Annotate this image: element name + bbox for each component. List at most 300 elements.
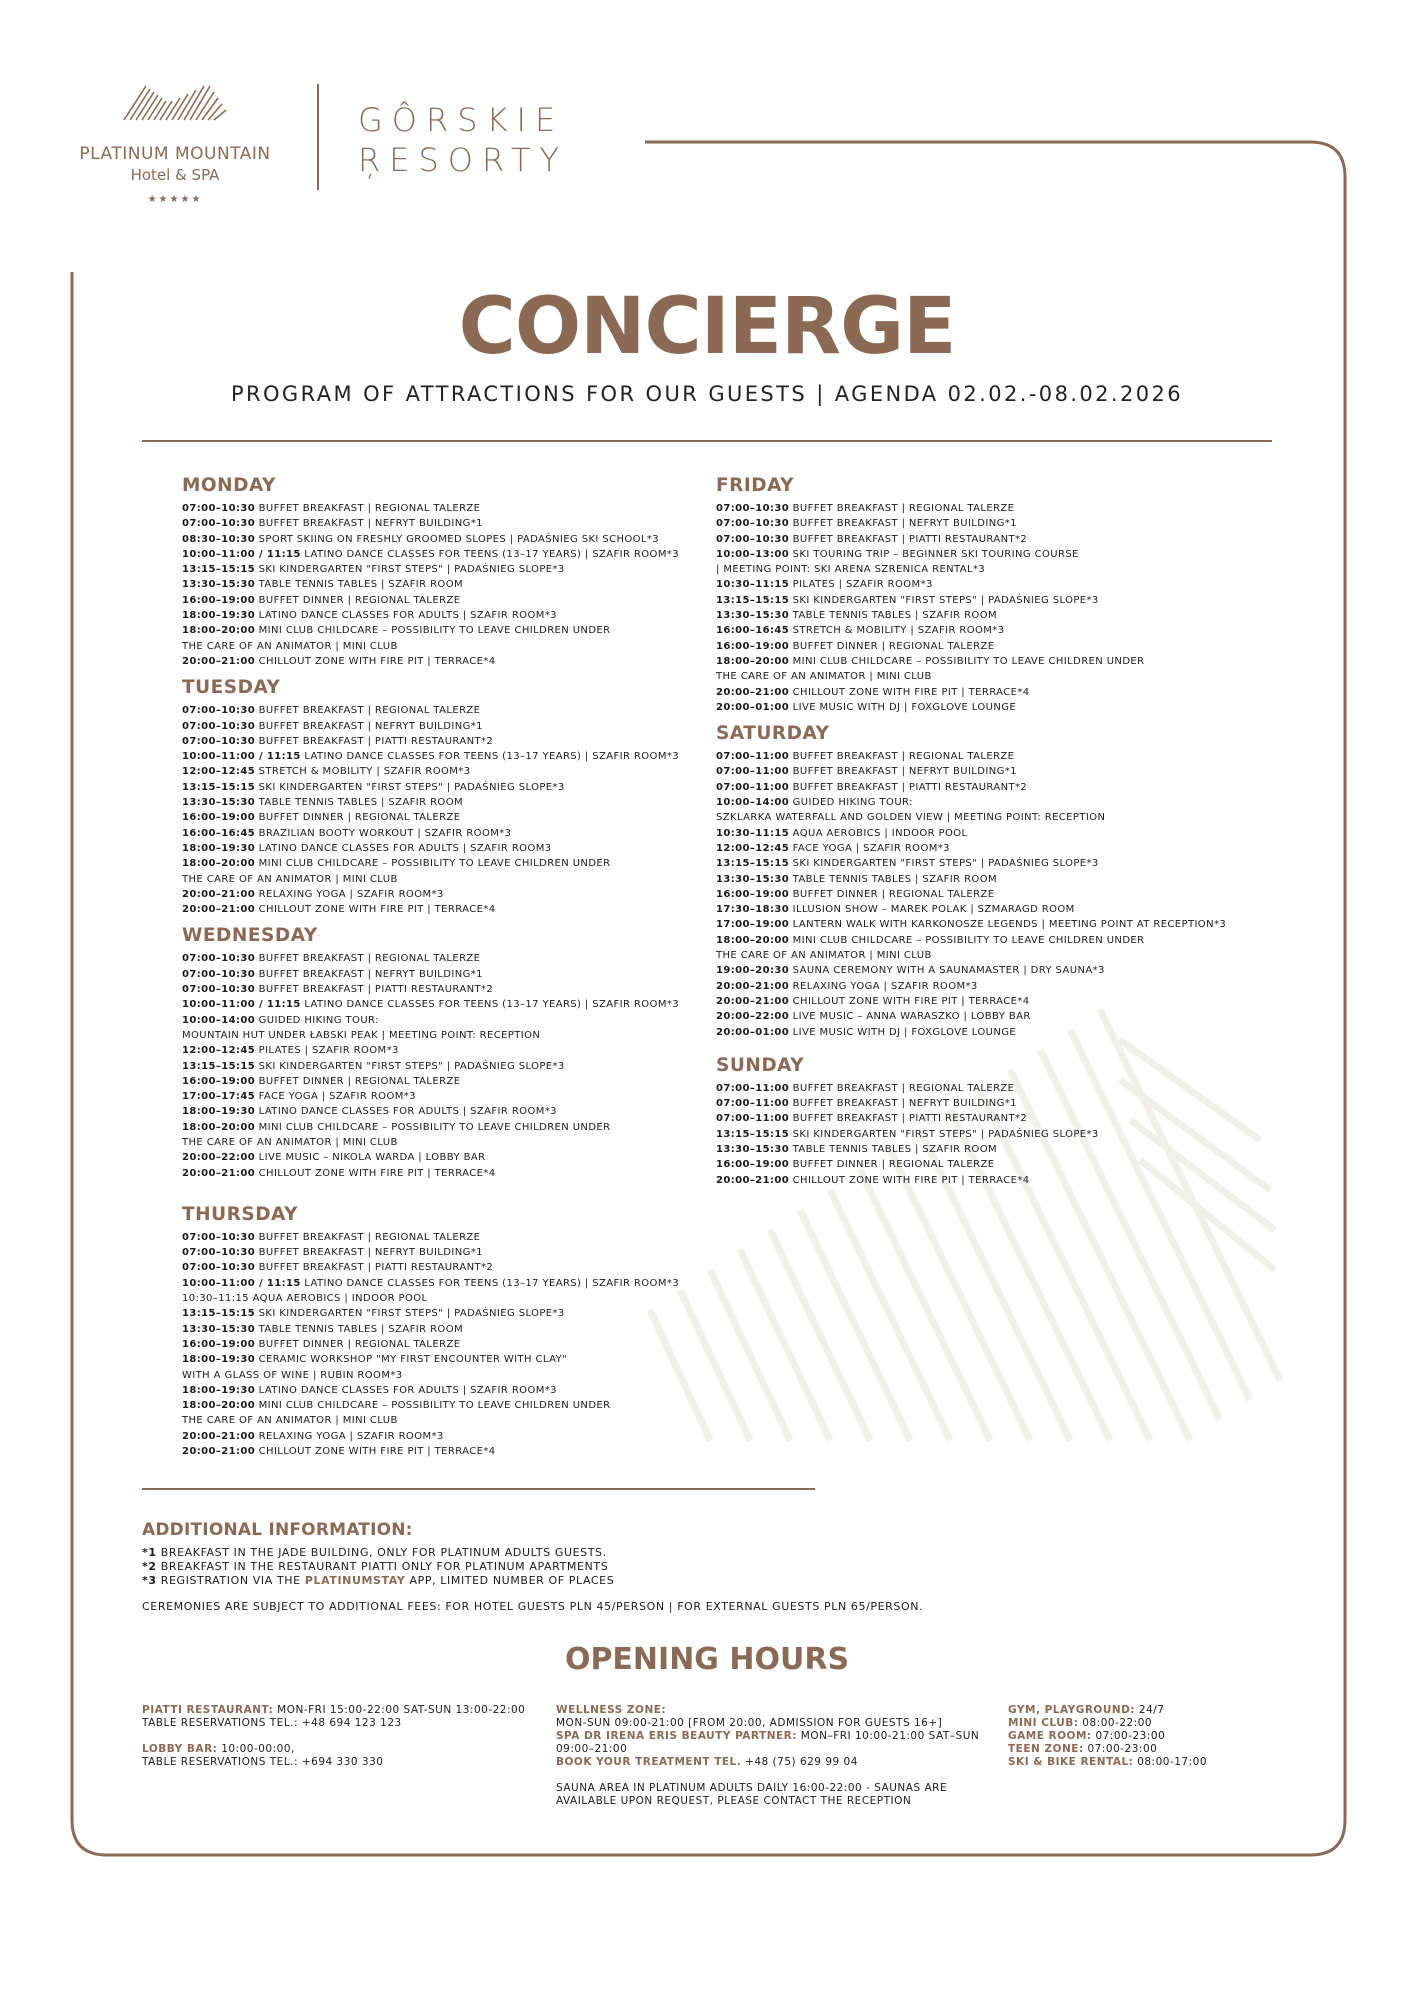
day-heading: WEDNESDAY — [182, 925, 318, 947]
spa-hours-weekend: 09:00–21:00 — [556, 1743, 628, 1755]
entry-text: LATINO DANCE CLASSES FOR ADULTS | SZAFIR ROOM3 — [255, 842, 552, 854]
entry-time: 20:00–22:00 — [716, 1011, 790, 1023]
entry-time: 13:30–15:30 — [182, 579, 256, 591]
entry-text: CHILLOUT ZONE WITH FIRE PIT | TERRACE*4 — [789, 995, 1030, 1007]
entry-time: 07:00–10:30 — [182, 518, 256, 530]
note-text: BREAKFAST IN THE RESTAURANT PIATTI ONLY FOR PLATINUM APARTMENTS — [156, 1560, 609, 1573]
schedule-entry — [182, 608, 802, 623]
note-1 — [142, 1546, 614, 1560]
entry-text: PILATES | SZAFIR ROOM*3 — [255, 1045, 399, 1057]
entry-time: 10:00–11:00 / 11:15 — [182, 548, 301, 560]
entry-time: 18:00–19:30 — [182, 1354, 256, 1366]
day-heading: SUNDAY — [716, 1054, 805, 1076]
schedule-entry — [716, 1111, 1336, 1126]
schedule-entry — [182, 1306, 802, 1321]
day-entries — [716, 501, 1336, 715]
entry-text: CHILLOUT ZONE WITH FIRE PIT | TERRACE*4 — [255, 655, 496, 667]
entry-text: ILLUSION SHOW – MAREK POLAK | SZMARAGD ROOM — [789, 904, 1075, 916]
entry-time: 19:00–20:30 — [716, 965, 790, 977]
schedule-entry — [182, 1043, 802, 1058]
schedule-entry — [716, 1096, 1336, 1111]
entry-text: BRAZILIAN BOOTY WORKOUT | SZAFIR ROOM*3 — [255, 827, 512, 839]
entry-text: BUFFET BREAKFAST | NEFRYT BUILDING*1 — [789, 518, 1017, 530]
schedule-entry — [182, 1104, 802, 1119]
entry-time: 20:00–01:00 — [716, 701, 790, 713]
entry-text: LATINO DANCE CLASSES FOR ADULTS | SZAFIR ROOM*3 — [255, 610, 557, 622]
entry-text: THE CARE OF AN ANIMATOR | MINI CLUB — [182, 1136, 398, 1148]
entry-time: 20:00–21:00 — [716, 686, 790, 698]
entry-text: BUFFET DINNER | REGIONAL TALERZE — [255, 1075, 461, 1087]
label: GAME ROOM: — [1008, 1730, 1092, 1742]
schedule-entry — [716, 933, 1336, 948]
entry-text: BUFFET BREAKFAST | NEFRYT BUILDING*1 — [255, 720, 483, 732]
schedule-entry — [716, 917, 1336, 932]
entry-text: LIVE MUSIC WITH DJ | FOXGLOVE LOUNGE — [789, 1026, 1017, 1038]
game-room-hours — [1008, 1730, 1207, 1743]
entry-text: PILATES | SZAFIR ROOM*3 — [789, 579, 933, 591]
entry-time: 07:00–10:30 — [182, 503, 256, 514]
entry-text: BUFFET BREAKFAST | PIATTI RESTAURANT*2 — [789, 781, 1028, 793]
mountain-logo-icon — [124, 86, 226, 120]
entry-text: CHILLOUT ZONE WITH FIRE PIT | TERRACE*4 — [789, 1174, 1030, 1186]
entry-text: TABLE TENNIS TABLES | SZAFIR ROOM — [255, 797, 463, 809]
schedule-entry — [716, 994, 1336, 1009]
schedule-entry — [182, 1352, 802, 1367]
schedule-entry — [182, 856, 802, 871]
hotel-logo — [60, 138, 290, 205]
entry-time: 07:00–11:00 — [716, 1098, 790, 1110]
entry-time: 16:00–16:45 — [716, 625, 790, 637]
schedule-entry — [716, 810, 1336, 825]
entry-text: THE CARE OF AN ANIMATOR | MINI CLUB — [182, 1415, 398, 1427]
app-name: PLATINUMSTAY — [304, 1574, 406, 1587]
schedule-entry — [182, 1135, 802, 1150]
schedule-entry — [716, 780, 1336, 795]
entry-text: SKI KINDERGARTEN "FIRST STEPS" | PADAŚNIEG SLOPE*3 — [255, 1060, 565, 1072]
entry-time: 20:00–21:00 — [182, 1430, 256, 1442]
schedule-entry — [182, 1322, 802, 1337]
schedule-entry — [716, 685, 1336, 700]
entry-text: WITH A GLASS OF WINE | RUBIN ROOM*3 — [182, 1369, 403, 1381]
schedule-entry — [182, 1383, 802, 1398]
note-text: BREAKFAST IN THE JADE BUILDING, ONLY FOR PLATINUM ADULTS GUESTS. — [156, 1546, 607, 1559]
entry-text: SKI KINDERGARTEN "FIRST STEPS" | PADAŚNIEG SLOPE*3 — [255, 1308, 565, 1320]
day-entries — [182, 1230, 802, 1459]
entry-time: 13:30–15:30 — [716, 610, 790, 622]
entry-text: TABLE TENNIS TABLES | SZAFIR ROOM — [255, 579, 463, 591]
schedule-entry — [182, 1120, 802, 1135]
schedule-entry — [716, 1025, 1336, 1040]
entry-time: 13:30–15:30 — [182, 797, 256, 809]
note-mark: *2 — [142, 1560, 157, 1573]
entry-text: MINI CLUB CHILDCARE – POSSIBILITY TO LEAVE CHILDREN UNDER — [789, 655, 1145, 667]
entry-time: 07:00–10:30 — [182, 705, 256, 717]
schedule-entry — [716, 577, 1336, 592]
value: MON-FRI 15:00-22:00 SAT-SUN 13:00-22:00 — [273, 1704, 526, 1716]
schedule-entry — [182, 719, 802, 734]
entry-text: BUFFET BREAKFAST | PIATTI RESTAURANT*2 — [789, 1113, 1028, 1125]
page-title: CONCIERGE — [458, 282, 956, 372]
brand-line-2: ŖESORTY — [358, 141, 568, 179]
schedule-entry — [182, 1368, 802, 1383]
schedule-entry — [182, 967, 802, 982]
label: SKI & BIKE RENTAL: — [1008, 1756, 1134, 1768]
entry-text: BUFFET DINNER | REGIONAL TALERZE — [255, 1338, 461, 1350]
schedule-entry — [182, 1413, 802, 1428]
entry-text: SKI TOURING TRIP – BEGINNER SKI TOURING COURSE — [789, 548, 1079, 560]
label: SPA DR IRENA ERIS BEAUTY PARTNER: — [556, 1730, 797, 1742]
schedule-entry — [182, 623, 802, 638]
schedule-entry — [182, 1398, 802, 1413]
entry-time: 20:00–21:00 — [716, 995, 790, 1007]
piatti-tel: TABLE RESERVATIONS TEL.: +48 694 123 123 — [142, 1717, 402, 1729]
hotel-stars: ★★★★★ — [147, 194, 203, 205]
opening-hours-title: OPENING HOURS — [564, 1642, 850, 1677]
entry-text: SKI KINDERGARTEN "FIRST STEPS" | PADAŚNIEG SLOPE*3 — [789, 594, 1099, 606]
book-treatment — [556, 1756, 979, 1769]
entry-text: CHILLOUT ZONE WITH FIRE PIT | TERRACE*4 — [789, 686, 1030, 698]
schedule-entry — [716, 948, 1336, 963]
entry-time: 16:00–16:45 — [182, 827, 256, 839]
day-heading: MONDAY — [182, 475, 276, 496]
entry-text: TABLE TENNIS TABLES | SZAFIR ROOM — [789, 1143, 997, 1155]
entry-text: SPORT SKIING ON FRESHLY GROOMED SLOPES | PADAŚNIEG SKI SCHOOL*3 — [255, 533, 660, 545]
value: 07:00-23:00 — [1083, 1743, 1158, 1755]
value: 07:00-23:00 — [1091, 1730, 1166, 1742]
entry-time: 18:00–20:00 — [182, 625, 256, 637]
wellness-hours: MON-SUN 09:00-21:00 [FROM 20:00, ADMISSION FOR GUESTS 16+] — [556, 1717, 943, 1729]
entry-text: BUFFET BREAKFAST | PIATTI RESTAURANT*2 — [255, 735, 494, 747]
lobby-tel: TABLE RESERVATIONS TEL.: +694 330 330 — [142, 1756, 384, 1768]
schedule-entry — [182, 562, 802, 577]
entry-time: 16:00–19:00 — [182, 594, 256, 606]
day-heading: SATURDAY — [716, 723, 830, 745]
entry-time: 13:30–15:30 — [182, 1323, 256, 1335]
spacer — [142, 1730, 525, 1743]
piatti-hours — [142, 1704, 525, 1717]
brand-logo — [358, 100, 568, 180]
entry-text: LATINO DANCE CLASSES FOR ADULTS | SZAFIR ROOM*3 — [255, 1106, 557, 1118]
entry-text: TABLE TENNIS TABLES | SZAFIR ROOM — [789, 610, 997, 622]
entry-text: GUIDED HIKING TOUR: — [255, 1014, 379, 1026]
ski-rental-hours — [1008, 1756, 1207, 1769]
schedule-entry — [716, 700, 1336, 715]
entry-text: MINI CLUB CHILDCARE – POSSIBILITY TO LEAVE CHILDREN UNDER — [255, 1121, 611, 1133]
entry-time: 07:00–10:30 — [182, 735, 256, 747]
entry-time: 18:00–19:30 — [182, 1106, 256, 1118]
schedule-entry — [716, 1127, 1336, 1142]
schedule-entry — [716, 826, 1336, 841]
note-3 — [142, 1574, 614, 1588]
brand-line-1: GÔRSKIE — [358, 101, 565, 139]
entry-time: 12:00–12:45 — [182, 1045, 256, 1057]
schedule-entry — [182, 501, 802, 516]
entry-text: BUFFET DINNER | REGIONAL TALERZE — [255, 812, 461, 824]
note-text: REGISTRATION VIA THE — [156, 1574, 305, 1587]
entry-text: RELAXING YOGA | SZAFIR ROOM*3 — [789, 980, 978, 992]
day-saturday — [716, 722, 1336, 1040]
schedule-entry — [182, 749, 802, 764]
schedule-entry — [182, 532, 802, 547]
schedule-entry — [182, 887, 802, 902]
entry-time: 18:00–19:30 — [182, 610, 256, 622]
entry-time: 10:00–14:00 — [716, 797, 790, 809]
entry-text: BUFFET BREAKFAST | NEFRYT BUILDING*1 — [255, 968, 483, 980]
entry-text: BUFFET BREAKFAST | REGIONAL TALERZE — [255, 503, 481, 514]
entry-time: 10:00–11:00 / 11:15 — [182, 751, 301, 763]
entry-text: CHILLOUT ZONE WITH FIRE PIT | TERRACE*4 — [255, 1167, 496, 1179]
schedule-entry — [716, 1157, 1336, 1172]
entry-text: LATINO DANCE CLASSES FOR TEENS (13–17 YEARS) | SZAFIR ROOM*3 — [300, 999, 680, 1011]
entry-time: 07:00–11:00 — [716, 1113, 790, 1125]
day-heading: FRIDAY — [716, 475, 795, 496]
label: TEEN ZONE: — [1008, 1743, 1084, 1755]
lobby-hours — [142, 1743, 525, 1756]
opening-hours-col-3 — [1008, 1704, 1207, 1769]
entry-time: 10:00–13:00 — [716, 548, 790, 560]
day-entries — [716, 1081, 1336, 1188]
schedule-entry — [716, 795, 1336, 810]
label: MINI CLUB: — [1008, 1717, 1079, 1729]
entry-time: 16:00–19:00 — [182, 1075, 256, 1087]
schedule-entry — [182, 577, 802, 592]
entry-text: MINI CLUB CHILDCARE – POSSIBILITY TO LEAVE CHILDREN UNDER — [789, 934, 1145, 946]
schedule-entry — [182, 593, 802, 608]
entry-text: BUFFET BREAKFAST | PIATTI RESTAURANT*2 — [789, 533, 1028, 545]
label: BOOK YOUR TREATMENT TEL. — [556, 1756, 742, 1768]
schedule-entry — [182, 516, 802, 531]
schedule-entry — [716, 764, 1336, 779]
sauna-note-2: AVAILABLE UPON REQUEST, PLEASE CONTACT THE RECEPTION — [556, 1795, 912, 1807]
entry-time: 16:00–19:00 — [182, 1338, 256, 1350]
entry-text: FACE YOGA | SZAFIR ROOM*3 — [789, 842, 950, 854]
entry-time: 20:00–21:00 — [716, 1174, 790, 1186]
entry-text: MINI CLUB CHILDCARE – POSSIBILITY TO LEAVE CHILDREN UNDER — [255, 858, 611, 870]
entry-text: BUFFET BREAKFAST | NEFRYT BUILDING*1 — [789, 766, 1017, 778]
entry-text: GUIDED HIKING TOUR: — [789, 797, 913, 809]
entry-time: 10:30–11:15 — [716, 827, 790, 839]
entry-text: STRETCH & MOBILITY | SZAFIR ROOM*3 — [255, 766, 471, 778]
entry-time: 18:00–20:00 — [182, 1400, 256, 1412]
entry-text: TABLE TENNIS TABLES | SZAFIR ROOM — [789, 873, 997, 885]
schedule-left-column — [182, 474, 802, 1466]
entry-text: SKI KINDERGARTEN "FIRST STEPS" | PADAŚNIEG SLOPE*3 — [789, 1128, 1099, 1140]
entry-text: STRETCH & MOBILITY | SZAFIR ROOM*3 — [789, 625, 1005, 637]
entry-text: BUFFET DINNER | REGIONAL TALERZE — [789, 640, 995, 652]
schedule-entry — [182, 841, 802, 856]
note-mark: *1 — [142, 1546, 157, 1559]
schedule-entry — [182, 795, 802, 810]
entry-time: 13:15–15:15 — [716, 1128, 790, 1140]
day-tuesday — [182, 676, 802, 917]
day-heading: TUESDAY — [182, 677, 281, 699]
entry-text: THE CARE OF AN ANIMATOR | MINI CLUB — [182, 640, 398, 652]
entry-time: 20:00–21:00 — [182, 888, 256, 900]
value: MON–FRI 10:00-21:00 SAT–SUN — [796, 1730, 980, 1742]
entry-time: 10:00–11:00 / 11:15 — [182, 999, 301, 1011]
additional-info-title: ADDITIONAL INFORMATION: — [142, 1520, 413, 1540]
entry-text: SKI KINDERGARTEN "FIRST STEPS" | PADAŚNIEG SLOPE*3 — [789, 858, 1099, 870]
entry-text: BUFFET BREAKFAST | REGIONAL TALERZE — [789, 1082, 1015, 1094]
schedule-entry — [716, 623, 1336, 638]
schedule-entry — [182, 951, 802, 966]
entry-text: LIVE MUSIC – NIKOLA WARDA | LOBBY BAR — [255, 1152, 486, 1164]
day-heading: THURSDAY — [182, 1203, 298, 1225]
schedule-entry — [182, 780, 802, 795]
schedule-entry — [716, 963, 1336, 978]
value: 08:00-22:00 — [1078, 1717, 1153, 1729]
schedule-entry — [182, 902, 802, 917]
entry-text: BUFFET BREAKFAST | REGIONAL TALERZE — [255, 953, 481, 965]
entry-text: TABLE TENNIS TABLES | SZAFIR ROOM — [255, 1323, 463, 1335]
schedule-entry — [182, 1089, 802, 1104]
entry-time: 07:00–10:30 — [182, 1262, 256, 1274]
schedule-entry — [182, 703, 802, 718]
entry-time: 07:00–11:00 — [716, 781, 790, 793]
entry-time: 16:00–19:00 — [716, 640, 790, 652]
entry-text: MOUNTAIN HUT UNDER ŁABSKI PEAK | MEETING POINT: RECEPTION — [182, 1029, 541, 1041]
schedule-entry — [182, 1291, 802, 1306]
day-sunday — [716, 1054, 1336, 1188]
entry-time: 07:00–10:30 — [716, 518, 790, 530]
entry-text: CERAMIC WORKSHOP "MY FIRST ENCOUNTER WITH CLAY" — [255, 1354, 568, 1366]
day-thursday — [182, 1203, 802, 1459]
entry-text: BUFFET BREAKFAST | PIATTI RESTAURANT*2 — [255, 1262, 494, 1274]
schedule-entry — [716, 547, 1336, 562]
entry-time: 07:00–10:30 — [182, 1231, 256, 1243]
entry-text: SZKLARKA WATERFALL AND GOLDEN VIEW | MEETING POINT: RECEPTION — [716, 812, 1106, 824]
entry-text: SAUNA CEREMONY WITH A SAUNAMASTER | DRY SAUNA*3 — [789, 965, 1105, 977]
logo-separator — [317, 84, 319, 190]
entry-time: 17:30–18:30 — [716, 904, 790, 916]
entry-text: RELAXING YOGA | SZAFIR ROOM*3 — [255, 1430, 444, 1442]
entry-text: SKI KINDERGARTEN "FIRST STEPS" | PADAŚNIEG SLOPE*3 — [255, 564, 565, 576]
schedule-entry — [716, 608, 1336, 623]
day-entries — [716, 749, 1336, 1040]
entry-text: BUFFET BREAKFAST | NEFRYT BUILDING*1 — [789, 1098, 1017, 1110]
schedule-entry — [182, 1276, 802, 1291]
entry-time: 18:00–20:00 — [182, 1121, 256, 1133]
gym-hours — [1008, 1704, 1207, 1717]
entry-time: 13:15–15:15 — [716, 858, 790, 870]
schedule-entry — [716, 1081, 1336, 1096]
day-entries — [182, 951, 802, 1180]
schedule-entry — [182, 1260, 802, 1275]
schedule-entry — [182, 872, 802, 887]
entry-text: BUFFET DINNER | REGIONAL TALERZE — [255, 594, 461, 606]
opening-hours-col-2 — [556, 1704, 979, 1808]
schedule-entry — [716, 1142, 1336, 1157]
schedule-entry — [182, 982, 802, 997]
schedule-entry — [182, 1074, 802, 1089]
entry-time: 13:30–15:30 — [716, 1143, 790, 1155]
entry-time: 07:00–10:30 — [182, 953, 256, 965]
entry-time: 20:00–21:00 — [182, 1446, 256, 1458]
entry-text: LATINO DANCE CLASSES FOR TEENS (13–17 YEARS) | SZAFIR ROOM*3 — [300, 1277, 680, 1289]
schedule-entry — [182, 826, 802, 841]
schedule-entry — [716, 562, 1336, 577]
entry-text: CHILLOUT ZONE WITH FIRE PIT | TERRACE*4 — [255, 904, 496, 916]
schedule-entry — [182, 1028, 802, 1043]
wellness-label: WELLNESS ZONE: — [556, 1704, 667, 1716]
entry-time: 13:15–15:15 — [182, 781, 256, 793]
entry-text: | MEETING POINT: SKI ARENA SZRENICA RENTAL*3 — [716, 564, 986, 576]
entry-text: THE CARE OF AN ANIMATOR | MINI CLUB — [716, 671, 932, 683]
schedule-entry — [182, 639, 802, 654]
entry-time: 20:00–01:00 — [716, 1026, 790, 1038]
entry-text: BUFFET BREAKFAST | NEFRYT BUILDING*1 — [255, 518, 483, 530]
schedule-entry — [182, 1150, 802, 1165]
entry-text: MINI CLUB CHILDCARE – POSSIBILITY TO LEAVE CHILDREN UNDER — [255, 625, 611, 637]
entry-text: BUFFET BREAKFAST | PIATTI RESTAURANT*2 — [255, 984, 494, 996]
schedule-entry — [716, 532, 1336, 547]
entry-time: 18:00–19:30 — [182, 1384, 256, 1396]
value: 24/7 — [1135, 1704, 1165, 1716]
spacer — [556, 1769, 979, 1782]
page-subtitle: PROGRAM OF ATTRACTIONS FOR OUR GUESTS | AGENDA 02.02.-08.02.2026 — [230, 382, 1184, 406]
additional-info-notes — [142, 1546, 614, 1588]
entry-time: 16:00–19:00 — [716, 888, 790, 900]
entry-time: 07:00–10:30 — [716, 533, 790, 545]
entry-text: LATINO DANCE CLASSES FOR ADULTS | SZAFIR ROOM*3 — [255, 1384, 557, 1396]
schedule-entry — [182, 810, 802, 825]
schedule-entry — [182, 997, 802, 1012]
entry-time: 07:00–11:00 — [716, 1082, 790, 1094]
entry-time: 10:00–11:00 / 11:15 — [182, 1277, 301, 1289]
schedule-entry — [716, 979, 1336, 994]
entry-time: 18:00–19:30 — [182, 842, 256, 854]
schedule-entry — [716, 1173, 1336, 1188]
entry-time: 07:00–10:30 — [182, 984, 256, 996]
entry-time: 20:00–21:00 — [716, 980, 790, 992]
entry-time: 12:00–12:45 — [182, 766, 256, 778]
entry-time: 13:15–15:15 — [182, 1308, 256, 1320]
entry-time: 07:00–11:00 — [716, 751, 790, 763]
entry-text: BUFFET BREAKFAST | REGIONAL TALERZE — [255, 1231, 481, 1243]
entry-time: 20:00–22:00 — [182, 1152, 256, 1164]
schedule-entry — [182, 764, 802, 779]
entry-text: LIVE MUSIC WITH DJ | FOXGLOVE LOUNGE — [789, 701, 1017, 713]
schedule-entry — [716, 887, 1336, 902]
teen-zone-hours — [1008, 1743, 1207, 1756]
schedule-entry — [182, 1013, 802, 1028]
entry-text: BUFFET DINNER | REGIONAL TALERZE — [789, 1159, 995, 1171]
schedule-entry — [182, 547, 802, 562]
spa-hours — [556, 1730, 979, 1743]
entry-time: 17:00–17:45 — [182, 1091, 256, 1103]
entry-text: BUFFET BREAKFAST | REGIONAL TALERZE — [789, 751, 1015, 763]
schedule-entry — [716, 856, 1336, 871]
opening-hours-col-1 — [142, 1704, 525, 1769]
schedule-entry — [716, 639, 1336, 654]
entry-text: 10:30–11:15 AQUA AEROBICS | INDOOR POOL — [182, 1293, 428, 1305]
entry-text: SKI KINDERGARTEN "FIRST STEPS" | PADAŚNIEG SLOPE*3 — [255, 781, 565, 793]
entry-text: AQUA AEROBICS | INDOOR POOL — [789, 827, 968, 839]
day-monday — [182, 474, 802, 669]
fees-note: CEREMONIES ARE SUBJECT TO ADDITIONAL FEES: FOR HOTEL GUESTS PLN 45/PERSON | FOR EXTERNAL GUESTS PLN 65/PERSON. — [142, 1600, 924, 1613]
entry-text: LATINO DANCE CLASSES FOR TEENS (13–17 YEARS) | SZAFIR ROOM*3 — [300, 751, 680, 763]
value: +48 (75) 629 99 04 — [741, 1756, 858, 1768]
mini-club-hours — [1008, 1717, 1207, 1730]
entry-time: 13:15–15:15 — [182, 1060, 256, 1072]
schedule-entry — [716, 749, 1336, 764]
entry-time: 10:00–14:00 — [182, 1014, 256, 1026]
entry-text: BUFFET BREAKFAST | NEFRYT BUILDING*1 — [255, 1247, 483, 1259]
entry-text: RELAXING YOGA | SZAFIR ROOM*3 — [255, 888, 444, 900]
entry-text: CHILLOUT ZONE WITH FIRE PIT | TERRACE*4 — [255, 1446, 496, 1458]
label: LOBBY BAR: — [142, 1743, 218, 1755]
entry-time: 08:30–10:30 — [182, 533, 256, 545]
